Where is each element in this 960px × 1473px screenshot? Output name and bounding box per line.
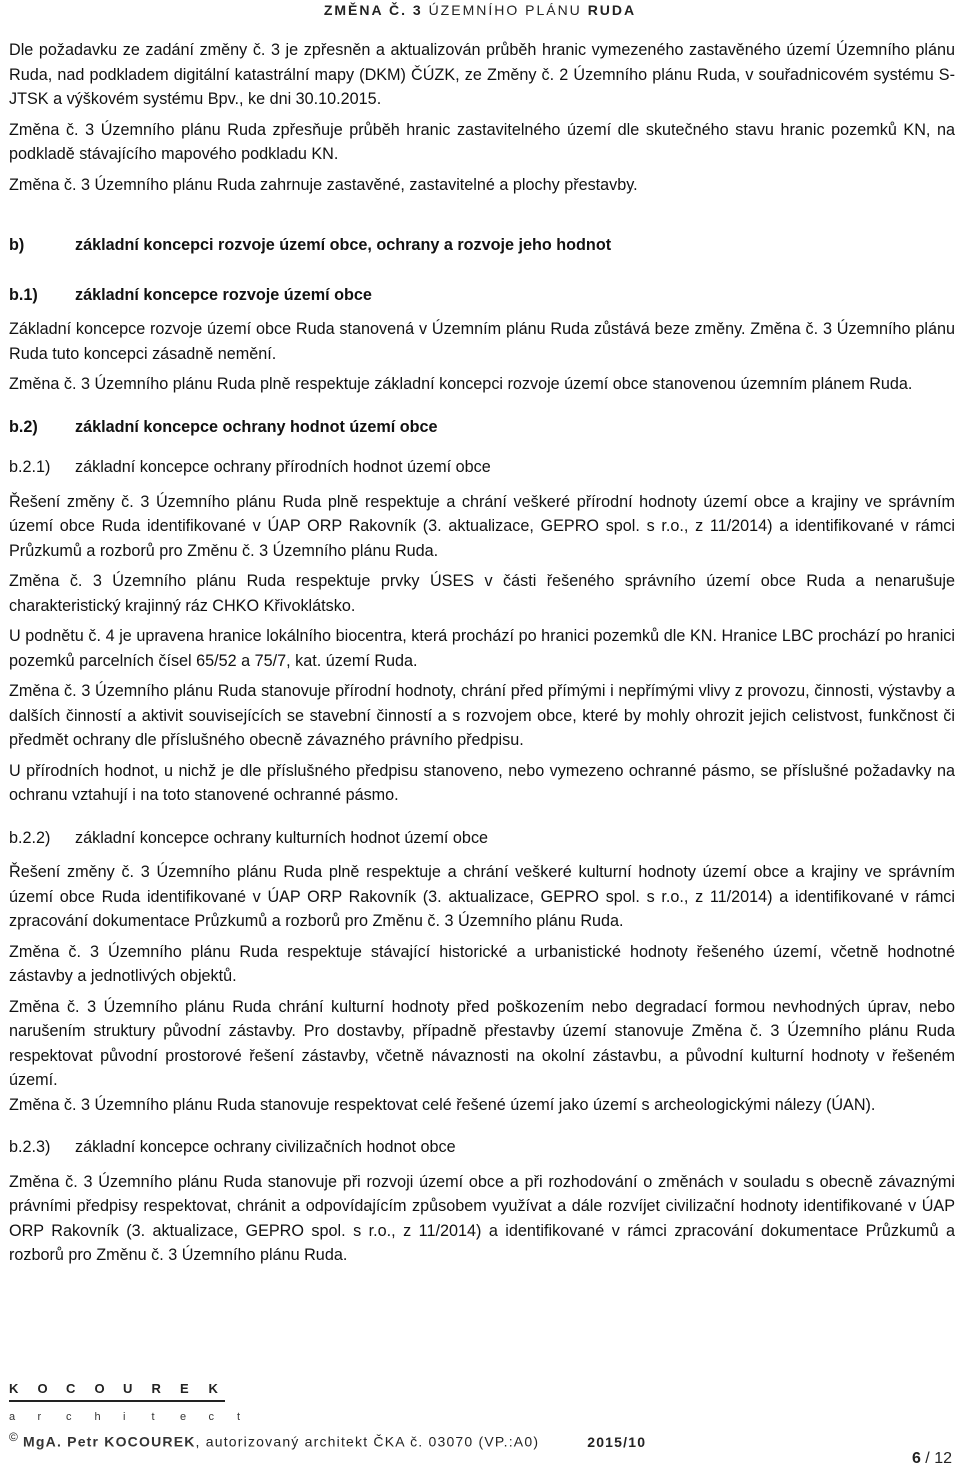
logo-letter: K xyxy=(208,1381,218,1396)
logo-letter: c xyxy=(66,1411,72,1423)
paragraph: Základní koncepce rozvoje území obce Ruda stanovená v Územním plánu Ruda zůstává beze změny. Změna č. 3 Územního plánu Ruda tuto koncepci zásadně nemění. xyxy=(9,320,955,363)
logo-letter: e xyxy=(180,1411,187,1423)
logo-letter: O xyxy=(37,1381,48,1396)
section-title: základní koncepce ochrany civilizačních hodnot obce xyxy=(75,1138,456,1156)
header-suffix: RUDA xyxy=(587,2,637,18)
section-number: b.2) xyxy=(9,417,38,436)
header-rest: ÚZEMNÍHO PLÁNU xyxy=(428,2,588,18)
section-title: základní koncepce ochrany kulturních hodnot území obce xyxy=(75,828,489,847)
footer-author-line xyxy=(9,1430,646,1450)
section-heading-b1 xyxy=(9,283,955,308)
paragraph: U podnětu č. 4 je upravena hranice lokálního biocentra, která prochází po hranici pozemků dle KN. Hranice LBC prochází po hranici pozemků parcelních čísel 65/52 a 75/7, kat. území Ruda. xyxy=(9,627,955,670)
logo-letter: K xyxy=(9,1381,19,1396)
section-title: základní koncepce ochrany hodnot území obce xyxy=(75,417,438,436)
paragraph: Změna č. 3 Územního plánu Ruda respektuje prvky ÚSES v části řešeného správního území obce Ruda a nenarušuje charakteristický krajinný ráz CHKO Křivoklátsko. xyxy=(9,572,955,615)
paragraph: U přírodních hodnot, u nichž je dle příslušného předpisu stanoveno, nebo vymezeno ochranné pásmo, se příslušné požadavky na ochranu vztahují i na toto stanovené ochranné pásmo. xyxy=(9,761,955,804)
logo-letter: r xyxy=(37,1411,42,1423)
section-title: základní koncepce ochrany přírodních hodnot území obce xyxy=(75,458,491,476)
paragraph: Řešení změny č. 3 Územního plánu Ruda plně respektuje a chrání veškeré přírodní hodnoty území obce a krajiny ve správním území obce Ruda identifikované v ÚAP ORP Rakovník (3. aktualizace, GEPRO spol. s r.o., z 11/2014) a identifikované v rámci Průzkumů a rozborů pro Změnu č. 3 Územního plánu Ruda. xyxy=(9,492,955,560)
paragraph: Změna č. 3 Územního plánu Ruda stanovuje přírodní hodnoty, chrání před přímými i nepřímými vlivy z provozu, činnosti, výstavby a dalších činností a aktivit souvisejících se stavební činností a s rozvojem obce, které by mohly ohrozit jejich celistvost, funkčnost či předmět ochrany dle příslušného obecně závazného právního předpisu. xyxy=(9,682,955,749)
section-heading-b22 xyxy=(9,826,955,851)
section-number: b.2.1) xyxy=(9,458,51,476)
logo-letter: t xyxy=(151,1411,155,1423)
paragraph: Dle požadavku ze zadání změny č. 3 je zpřesněn a aktualizován průběh hranic vymezeného zastavěného území Územního plánu Ruda, nad podkladem digitální katastrální mapy (DKM) ČÚZK, ze Změny č. 2 Územního plánu Ruda, v souřadnicovém systému S-JTSK a výškovém systému Bpv., ke dni 30.10.2015. xyxy=(9,41,955,108)
section-number: b.2.3) xyxy=(9,1138,51,1156)
logo-letter: E xyxy=(180,1381,189,1396)
logo-letter: i xyxy=(123,1411,126,1423)
page-separator: / xyxy=(920,1450,935,1467)
section-heading-b2 xyxy=(9,415,955,440)
paragraph: Změna č. 3 Územního plánu Ruda zpřesňuje průběh hranic zastavitelného území dle skutečného stavu hranic pozemků KN, na podkladě stávajícího mapového podkladu KN. xyxy=(9,120,955,163)
section-title: základní koncepce rozvoje území obce xyxy=(75,285,372,304)
section-number: b.2.2) xyxy=(9,828,51,847)
header-prefix: ZMĚNA Č. 3 xyxy=(323,2,429,18)
copyright-icon: © xyxy=(9,1430,20,1444)
paragraph: Změna č. 3 Územního plánu Ruda respektuje stávající historické a urbanistické hodnoty řešeného území, včetně hodnotné zástavby a jednotlivých objektů. xyxy=(9,942,955,985)
paragraph: Změna č. 3 Územního plánu Ruda zahrnuje zastavěné, zastavitelné a plochy přestavby. xyxy=(9,175,638,194)
section-number: b.1) xyxy=(9,285,38,304)
logo-letter: O xyxy=(94,1381,105,1396)
logo-letter: U xyxy=(123,1381,133,1396)
logo-letter: c xyxy=(208,1411,214,1423)
page-header xyxy=(0,2,960,18)
logo-letter: R xyxy=(151,1381,161,1396)
section-heading-b21 xyxy=(9,455,955,480)
section-heading-b xyxy=(9,233,955,258)
document-date: 2015/10 xyxy=(587,1433,647,1450)
section-title: základní koncepci rozvoje území obce, ochrany a rozvoje jeho hodnot xyxy=(75,236,612,254)
paragraph: Změna č. 3 Územního plánu Ruda stanovuje při rozvoji území obce a při rozhodování o změnách v souladu s obecně závaznými právními předpisy respektovat, chránit a odpovídajícím způsobem využívat a dále rozvíjet civilizační hodnoty identifikované v ÚAP ORP Rakovník (3. aktualizace, GEPRO spol. s r.o., z 11/2014) a identifikované v rámci zpracování dokumentace Průzkumů a rozborů pro Změnu č. 3 Územního plánu Ruda. xyxy=(9,1172,955,1264)
paragraph: Změna č. 3 Územního plánu Ruda plně respektuje základní koncepci rozvoje území obce stanovenou územním plánem Ruda. xyxy=(9,375,913,393)
author-credentials: , autorizovaný architekt ČKA č. 03070 (VP.:A0) xyxy=(195,1433,540,1450)
paragraph: Změna č. 3 Územního plánu Ruda chrání kulturní hodnoty před poškozením nebo degradací formou nevhodných úprav, nebo narušením struktury původní zástavby. Pro dostavby, případně přestavby území stanovuje Změna č. 3 Územního plánu Ruda respektovat původní prostorové řešení zástavby, včetně návaznosti na okolní zástavbu, a původní kulturní hodnoty v řešeném území. xyxy=(9,997,955,1089)
page-number xyxy=(912,1450,952,1468)
paragraph: Řešení změny č. 3 Územního plánu Ruda plně respektuje a chrání veškeré kulturní hodnoty území obce a krajiny ve správním území obce Ruda identifikované v ÚAP ORP Rakovník (3. aktualizace, GEPRO spol. s r.o., z 11/2014) a identifikované v rámci zpracování dokumentace Průzkumů a rozborů pro Změnu č. 3 Územního plánu Ruda. xyxy=(9,863,955,930)
logo-letter: h xyxy=(94,1411,101,1423)
page-total: 12 xyxy=(934,1450,952,1467)
section-heading-b23 xyxy=(9,1135,955,1160)
section-number: b) xyxy=(9,236,25,254)
page-current: 6 xyxy=(911,1450,921,1467)
author-name: MgA. Petr KOCOUREK xyxy=(23,1433,196,1450)
logo-letter: t xyxy=(237,1411,241,1423)
logo-top-row xyxy=(9,1381,266,1396)
paragraph: Změna č. 3 Územního plánu Ruda stanovuje respektovat celé řešené území jako území s archeologickými nálezy (ÚAN). xyxy=(9,1095,876,1114)
document-body xyxy=(9,38,955,1268)
logo-letter: a xyxy=(9,1411,16,1423)
logo-letter: C xyxy=(66,1381,76,1396)
kocourek-logo xyxy=(9,1381,266,1423)
logo-bottom-row xyxy=(9,1402,266,1423)
